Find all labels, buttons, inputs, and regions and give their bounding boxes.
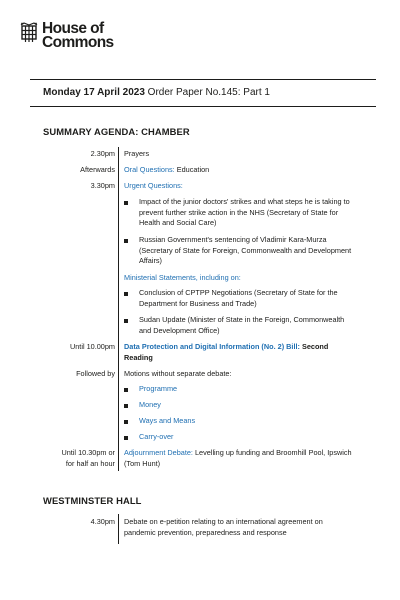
logo-wordmark: [42, 22, 114, 49]
bullet-icon: [124, 436, 128, 440]
motion-carry-over-link[interactable]: Carry-over: [139, 432, 174, 441]
urgent-question-1: Impact of the junior doctors' strikes and what steps he is taking to prevent further strike action in the NHS (Secretary of State for Health and Social Care): [139, 197, 350, 227]
ministerial-statements-link[interactable]: Ministerial Statements, including on:: [124, 273, 241, 282]
adjournment-debate-subject: Levelling up funding and Broomhill Pool, Ipswich (Tom Hunt): [124, 448, 352, 468]
oral-questions-subject: Education: [174, 165, 210, 174]
bullet-icon: [124, 404, 128, 408]
time-prayers: 2.30pm: [90, 149, 115, 158]
agenda-divider: [118, 147, 119, 471]
bill-stage: Second Reading: [124, 342, 329, 362]
bullet-icon: [124, 388, 128, 392]
bullet-icon: [124, 319, 128, 323]
ministerial-statement-1: Conclusion of CPTPP Negotiations (Secretary of State for the Department for Business and Trade): [139, 288, 338, 308]
portcullis-icon: [19, 22, 39, 44]
time-hall: 4.30pm: [90, 517, 115, 526]
order-paper-number: Order Paper No.145: Part 1: [144, 87, 270, 98]
motions-item: Motions without separate debate:: [124, 369, 232, 378]
hall-debate-item: Debate on e-petition relating to an international agreement on pandemic prevention, preparedness and response: [124, 517, 323, 537]
order-paper-header: [43, 87, 270, 98]
logo-line-2: Commons: [42, 33, 114, 51]
urgent-questions-link[interactable]: Urgent Questions:: [124, 181, 183, 190]
westminster-hall-title: WESTMINSTER HALL: [43, 495, 142, 506]
time-until-1030pm-line-1: Until 10.30pm or: [61, 448, 115, 457]
bill-link[interactable]: Data Protection and Digital Information (No. 2) Bill:: [124, 342, 300, 351]
time-afterwards: Afterwards: [80, 165, 115, 174]
logo-line-1: House of: [42, 20, 104, 37]
ministerial-statement-2: Sudan Update (Minister of State in the Foreign, Commonwealth and Development Office): [139, 315, 345, 335]
bullet-icon: [124, 292, 128, 296]
oral-questions-link[interactable]: Oral Questions:: [124, 165, 175, 174]
westminster-hall-agenda: [43, 514, 353, 544]
motion-programme-link[interactable]: Programme: [139, 384, 178, 393]
motion-money-link[interactable]: Money: [139, 400, 161, 409]
header-bottom-rule: [30, 106, 376, 107]
time-until-10pm: Until 10.00pm: [69, 342, 115, 351]
bullet-icon: [124, 201, 128, 205]
order-paper-date: Monday 17 April 2023: [43, 87, 145, 98]
time-until-1030pm: [43, 448, 115, 469]
chamber-agenda: [43, 147, 353, 471]
bill-item: [124, 342, 354, 363]
urgent-question-2: Russian Government's sentencing of Vladimir Kara-Murza (Secretary of State for Foreign, Commonwealth and Development Affairs): [139, 235, 352, 265]
time-until-1030pm-line-2: for half an hour: [65, 458, 115, 468]
hall-divider: [118, 514, 119, 544]
header-top-rule: [30, 79, 376, 80]
bullet-icon: [124, 239, 128, 243]
adjournment-debate-item: [124, 448, 354, 469]
time-urgent-questions: 3.30pm: [90, 181, 115, 190]
chamber-section-title: SUMMARY AGENDA: CHAMBER: [43, 126, 190, 137]
house-of-commons-logo: [19, 22, 114, 49]
bullet-icon: [124, 420, 128, 424]
motion-ways-and-means-link[interactable]: Ways and Means: [139, 416, 196, 425]
time-followed-by: Followed by: [76, 369, 115, 378]
prayers-item: Prayers: [124, 149, 150, 158]
oral-questions-item: [124, 165, 354, 176]
adjournment-debate-link[interactable]: Adjournment Debate:: [124, 448, 193, 457]
